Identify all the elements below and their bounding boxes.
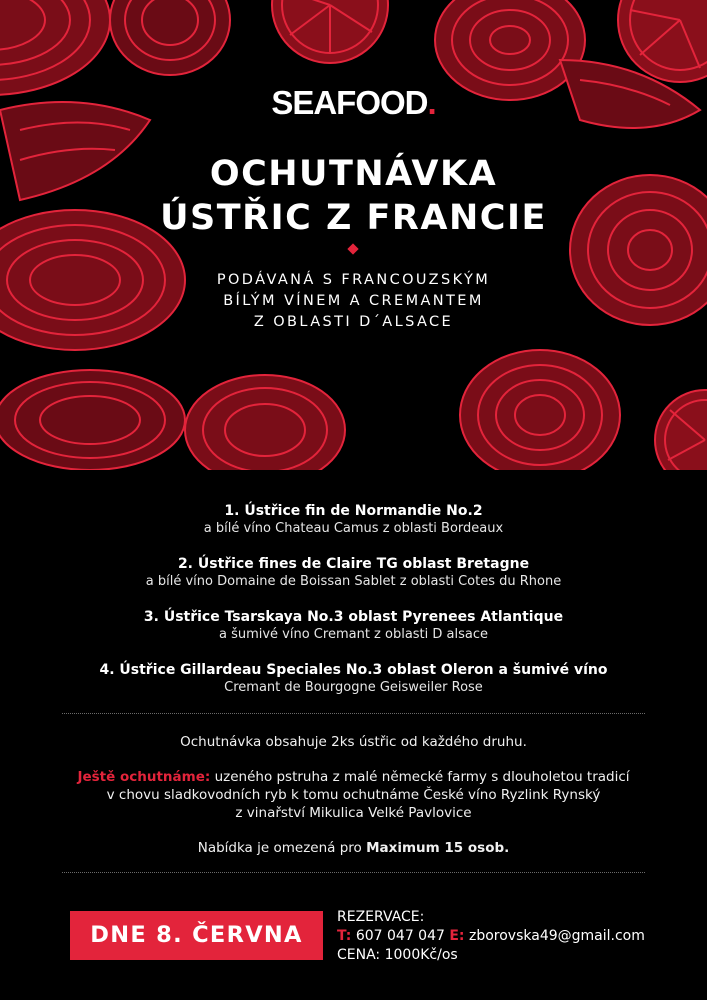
subtitle-line-3: Z OBLASTI D´ALSACE (253, 314, 454, 330)
oyster-icon (0, 370, 185, 470)
menu-item-desc: a bílé víno Domaine de Boissan Sablet z oblasti Cotes du Rhone (145, 574, 562, 589)
menu-item (0, 608, 707, 644)
limit-text: Nabídka je omezená pro (197, 840, 367, 856)
lemon-slice-icon (618, 0, 707, 82)
menu-item-desc: Cremant de Bourgogne Geisweiler Rose (224, 680, 483, 695)
menu-item (0, 555, 707, 591)
menu-item (0, 502, 707, 538)
subtitle (0, 270, 707, 333)
limit-note (0, 839, 707, 857)
extra-line-2: v chovu sladkovodních ryb k tomu ochutnáme České víno Ryzlink Rynský (106, 787, 601, 803)
reservation-info (337, 908, 645, 965)
limit-bold: Maximum 15 osob. (366, 840, 510, 856)
logo-text: SEAFOOD (271, 84, 428, 121)
email-address[interactable]: zborovska49@gmail.com (464, 928, 645, 944)
menu-item-name: 3. Ústřice Tsarskaya No.3 oblast Pyrenees Atlantique (143, 609, 564, 625)
dotted-divider (62, 713, 645, 714)
event-date-badge: DNE 8. ČERVNA (70, 911, 323, 960)
menu-item-name: 2. Ústřice fines de Claire TG oblast Bretagne (177, 556, 530, 572)
page-title (0, 152, 707, 240)
extra-line-3: z vinařství Mikulica Velké Pavlovice (235, 805, 472, 821)
oyster-icon (0, 0, 110, 95)
lemon-slice-icon (272, 0, 388, 63)
subtitle-line-2: BÍLÝM VÍNEM A CREMANTEM (223, 293, 484, 309)
menu-item-desc: a bílé víno Chateau Camus z oblasti Bordeaux (203, 521, 504, 536)
logo-dot: . (427, 84, 436, 121)
email-label: E: (449, 928, 465, 944)
menu-item (0, 661, 707, 697)
title-line-2: ÚSTŘIC Z FRANCIE (160, 198, 547, 238)
lemon-slice-icon (655, 390, 707, 470)
phone-label: T: (337, 928, 352, 944)
extra-line-1: uzeného pstruha z malé německé farmy s dlouholetou tradicí (210, 769, 630, 785)
subtitle-line-1: PODÁVANÁ S FRANCOUZSKÝM (216, 272, 491, 288)
seafood-logo (0, 84, 707, 122)
oyster-icon (185, 375, 345, 470)
info-section (0, 733, 707, 874)
extra-tasting (0, 768, 707, 822)
tasting-menu (0, 502, 707, 714)
menu-item-name: 4. Ústřice Gillardeau Speciales No.3 oblast Oleron a šumivé víno (99, 662, 608, 678)
contact-line (337, 927, 645, 946)
oyster-icon (110, 0, 230, 75)
dotted-divider (62, 872, 645, 873)
oyster-icon (460, 350, 620, 470)
extra-label: Ještě ochutnáme: (77, 769, 211, 785)
price: CENA: 1000Kč/os (337, 947, 458, 963)
menu-item-name: 1. Ústřice fin de Normandie No.2 (224, 503, 483, 519)
title-line-1: OCHUTNÁVKA (209, 154, 498, 194)
reservation-label: REZERVACE: (337, 909, 425, 925)
menu-item-desc: a šumivé víno Cremant z oblasti D alsace (218, 627, 489, 642)
tasting-note: Ochutnávka obsahuje 2ks ústřic od každého druhu. (180, 734, 527, 750)
phone-number[interactable]: 607 047 047 (351, 928, 450, 944)
